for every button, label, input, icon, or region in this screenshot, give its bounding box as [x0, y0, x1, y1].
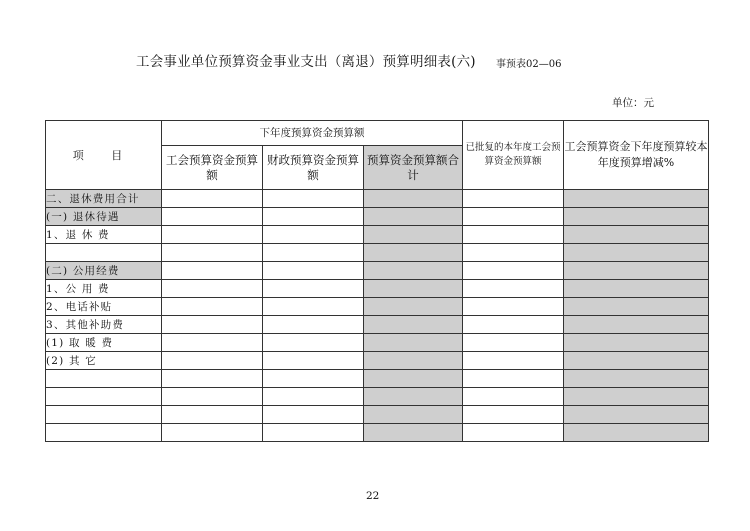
cell-fiscal-funds [263, 226, 364, 244]
page-title: 工会事业单位预算资金事业支出（离退）预算明细表(六) [136, 54, 476, 70]
cell-fiscal-funds [263, 388, 364, 406]
cell-yoy-change [564, 280, 709, 298]
table-row [46, 298, 709, 316]
cell-yoy-change [564, 424, 709, 442]
cell-union-funds [162, 370, 263, 388]
cell-budget-total [364, 388, 463, 406]
row-label: (二) 公用经费 [46, 262, 162, 280]
cell-approved-current [463, 244, 564, 262]
row-label: 1、退 休 费 [46, 226, 162, 244]
header-budget-total: 预算资金预算额合计 [364, 146, 463, 190]
row-label [46, 388, 162, 406]
table-row [46, 388, 709, 406]
table-row [46, 352, 709, 370]
cell-union-funds [162, 298, 263, 316]
table-row [46, 316, 709, 334]
cell-budget-total [364, 298, 463, 316]
cell-yoy-change [564, 262, 709, 280]
cell-approved-current [463, 190, 564, 208]
cell-budget-total [364, 244, 463, 262]
cell-union-funds [162, 406, 263, 424]
table-row [46, 370, 709, 388]
cell-union-funds [162, 262, 263, 280]
cell-union-funds [162, 208, 263, 226]
row-label: (2) 其 它 [46, 352, 162, 370]
cell-union-funds [162, 244, 263, 262]
cell-fiscal-funds [263, 208, 364, 226]
header-item: 项 目 [46, 121, 162, 190]
cell-yoy-change [564, 298, 709, 316]
cell-approved-current [463, 388, 564, 406]
cell-fiscal-funds [263, 190, 364, 208]
cell-approved-current [463, 316, 564, 334]
row-label [46, 424, 162, 442]
cell-union-funds [162, 226, 263, 244]
cell-budget-total [364, 370, 463, 388]
cell-approved-current [463, 208, 564, 226]
row-label [46, 244, 162, 262]
row-label: 二、退休费用合计 [46, 190, 162, 208]
cell-fiscal-funds [263, 244, 364, 262]
cell-approved-current [463, 280, 564, 298]
unit-label: 单位：元 [612, 97, 654, 109]
cell-union-funds [162, 388, 263, 406]
page-number: 22 [366, 490, 380, 502]
header-fiscal-funds: 财政预算资金预算额 [263, 146, 364, 190]
cell-approved-current [463, 352, 564, 370]
table-row [46, 262, 709, 280]
cell-approved-current [463, 226, 564, 244]
cell-yoy-change [564, 190, 709, 208]
cell-yoy-change [564, 388, 709, 406]
cell-yoy-change [564, 352, 709, 370]
table-row [46, 406, 709, 424]
cell-yoy-change [564, 334, 709, 352]
cell-yoy-change [564, 226, 709, 244]
table-row [46, 226, 709, 244]
cell-yoy-change [564, 370, 709, 388]
cell-budget-total [364, 226, 463, 244]
cell-fiscal-funds [263, 352, 364, 370]
header-next-year-group: 下年度预算资金预算额 [162, 121, 463, 146]
cell-budget-total [364, 334, 463, 352]
row-label: (1) 取 暖 费 [46, 334, 162, 352]
cell-fiscal-funds [263, 334, 364, 352]
row-label: 2、电话补贴 [46, 298, 162, 316]
cell-fiscal-funds [263, 262, 364, 280]
header-approved-current: 已批复的本年度工会预算资金预算额 [463, 121, 564, 190]
cell-union-funds [162, 352, 263, 370]
cell-fiscal-funds [263, 280, 364, 298]
cell-budget-total [364, 262, 463, 280]
cell-union-funds [162, 190, 263, 208]
row-label: (一) 退休待遇 [46, 208, 162, 226]
header-yoy-change: 工会预算资金下年度预算较本年度预算增减% [564, 121, 709, 190]
cell-budget-total [364, 208, 463, 226]
row-label: 1、公 用 费 [46, 280, 162, 298]
cell-budget-total [364, 424, 463, 442]
cell-budget-total [364, 316, 463, 334]
cell-approved-current [463, 262, 564, 280]
table-row [46, 190, 709, 208]
cell-yoy-change [564, 316, 709, 334]
row-label [46, 370, 162, 388]
cell-union-funds [162, 280, 263, 298]
cell-yoy-change [564, 406, 709, 424]
cell-fiscal-funds [263, 370, 364, 388]
cell-union-funds [162, 424, 263, 442]
cell-union-funds [162, 316, 263, 334]
cell-approved-current [463, 334, 564, 352]
cell-fiscal-funds [263, 424, 364, 442]
cell-budget-total [364, 352, 463, 370]
cell-fiscal-funds [263, 406, 364, 424]
row-label [46, 406, 162, 424]
cell-budget-total [364, 280, 463, 298]
cell-budget-total [364, 190, 463, 208]
budget-detail-table [45, 120, 709, 442]
cell-approved-current [463, 370, 564, 388]
cell-union-funds [162, 334, 263, 352]
cell-approved-current [463, 424, 564, 442]
cell-fiscal-funds [263, 316, 364, 334]
cell-yoy-change [564, 244, 709, 262]
table-row [46, 244, 709, 262]
table-row [46, 208, 709, 226]
table-row [46, 334, 709, 352]
form-code: 事预表02—06 [496, 59, 562, 70]
cell-yoy-change [564, 208, 709, 226]
cell-approved-current [463, 298, 564, 316]
row-label: 3、其他补助费 [46, 316, 162, 334]
header-union-funds: 工会预算资金预算额 [162, 146, 263, 190]
table-row [46, 424, 709, 442]
cell-approved-current [463, 406, 564, 424]
cell-budget-total [364, 406, 463, 424]
table-row [46, 280, 709, 298]
cell-fiscal-funds [263, 298, 364, 316]
